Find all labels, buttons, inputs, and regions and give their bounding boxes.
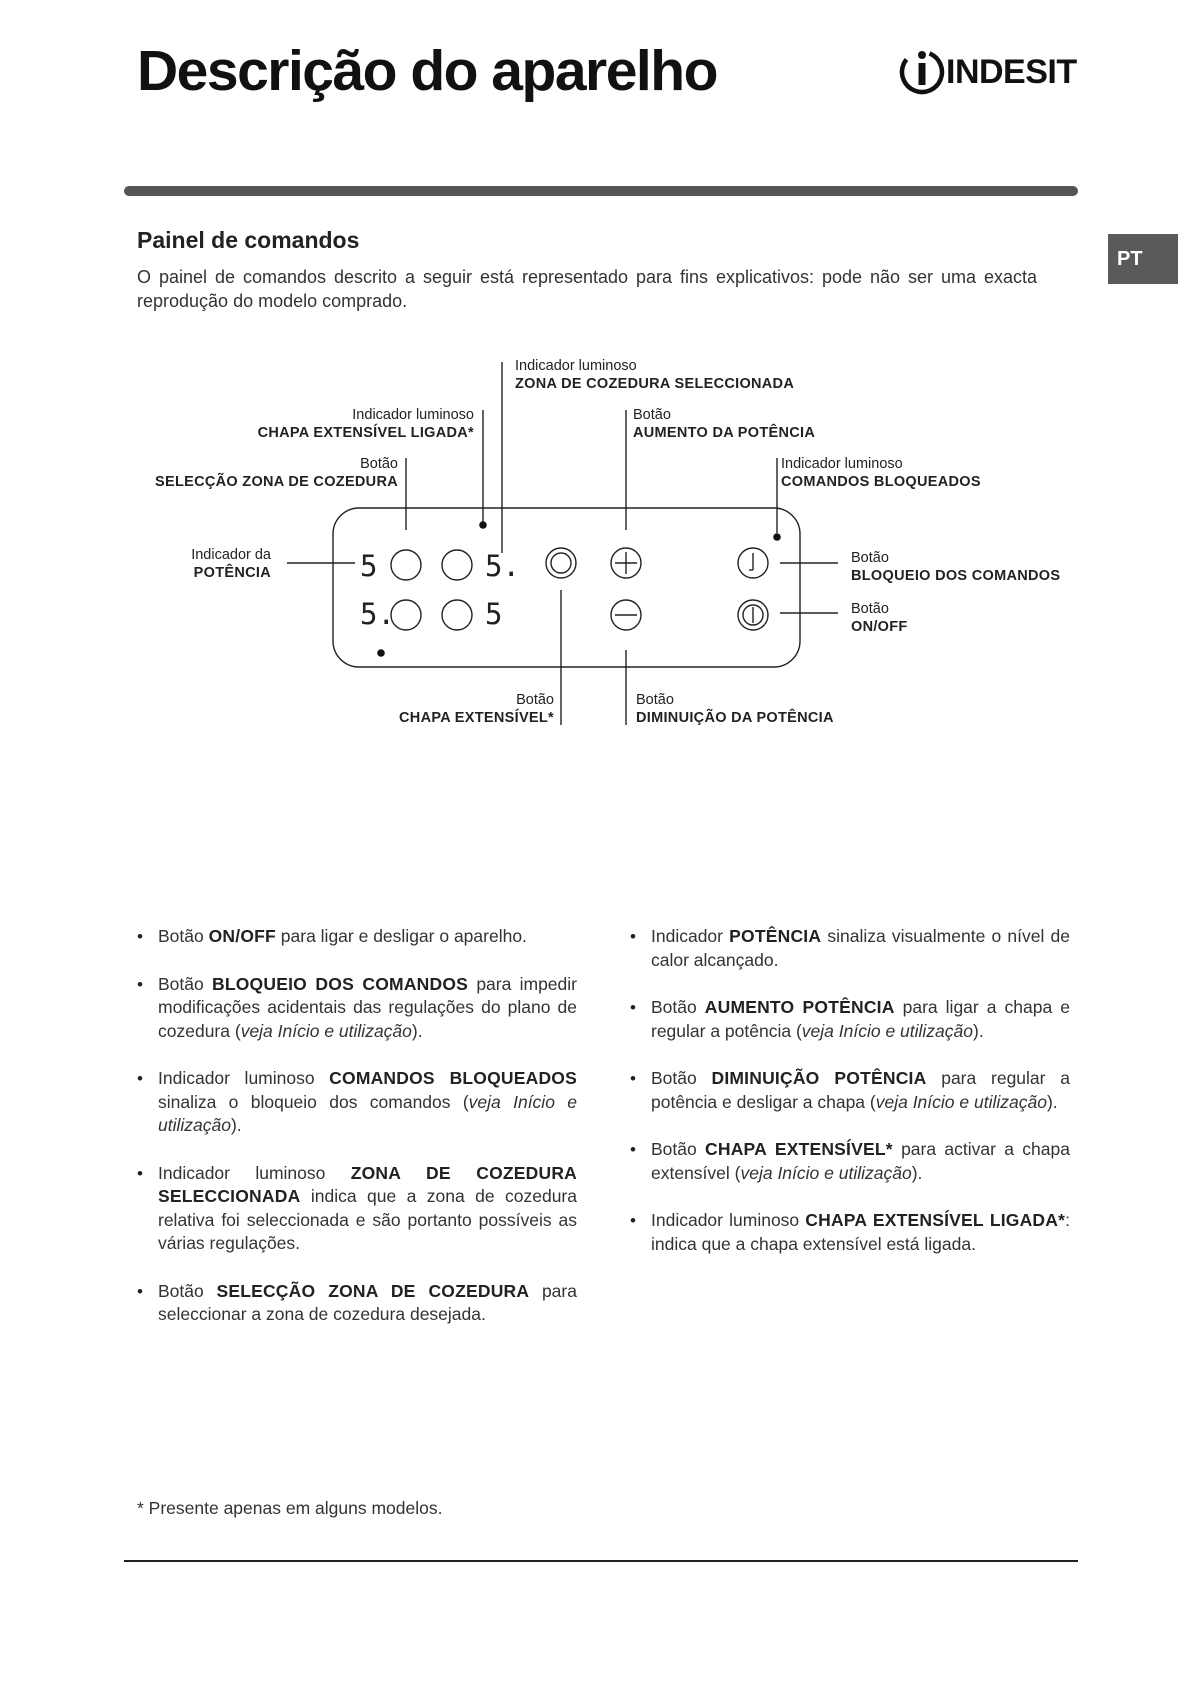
list-item: • Botão ON/OFF para ligar e desligar o aparelho. [137,925,577,949]
bottom-divider [124,1560,1078,1562]
display-top-left: 5 [360,549,378,583]
list-item: • Botão CHAPA EXTENSÍVEL* para activar a chapa extensível (veja Início e utilização). [630,1138,1070,1185]
comandos-bloqueados-led [773,533,781,541]
list-item: • Botão SELECÇÃO ZONA DE COZEDURA para seleccionar a zona de cozedura desejada. [137,1280,577,1327]
brand-name: INDESIT [946,53,1077,91]
list-item: • Indicador luminoso CHAPA EXTENSÍVEL LIGADA*: indica que a chapa extensível está ligada. [630,1209,1070,1256]
indesit-logo-icon [898,44,946,100]
chapa-ligada-led [479,521,487,529]
zone-led [377,649,385,657]
list-item: • Botão AUMENTO POTÊNCIA para ligar a chapa e regular a potência (veja Início e utilização). [630,996,1070,1043]
label-seleccao-zona: Botão SELECÇÃO ZONA DE COZEDURA [155,456,398,490]
list-item: • Indicador luminoso COMANDOS BLOQUEADOS sinaliza o bloqueio dos comandos (veja Início e utilização). [137,1067,577,1138]
footnote: * Presente apenas em alguns modelos. [137,1498,443,1518]
list-item: • Indicador POTÊNCIA sinaliza visualmente o nível de calor alcançado. [630,925,1070,972]
language-tab: PT [1108,234,1178,284]
list-item: • Indicador luminoso ZONA DE COZEDURA SELECCIONADA indica que a zona de cozedura relativa foi seleccionada e são portanto possíveis as várias regulações. [137,1162,577,1256]
label-chapa-extensivel: Botão CHAPA EXTENSÍVEL* [399,692,554,726]
bullet-list-left [137,925,577,1351]
brand-logo [898,44,1078,100]
label-zona-seleccionada: Indicador luminoso ZONA DE COZEDURA SELECCIONADA [515,358,795,392]
section-title: Painel de comandos [137,227,360,253]
label-bloqueio: Botão BLOQUEIO DOS COMANDOS [851,550,1061,584]
label-potencia: Indicador da POTÊNCIA [191,547,271,581]
top-divider [124,186,1078,196]
page-title: Descrição do aparelho [137,39,717,103]
label-diminuicao: Botão DIMINUIÇÃO DA POTÊNCIA [636,692,834,726]
display-bottom-right: 5 [485,597,503,631]
label-aumento: Botão AUMENTO DA POTÊNCIA [633,407,816,441]
display-top-right: 5. [485,549,520,583]
zone-select-button-3 [391,600,421,630]
list-item: • Botão BLOQUEIO DOS COMANDOS para impedir modificações acidentais das regulações do plano de cozedura (veja Início e utilização). [137,973,577,1044]
extensible-plate-inner [551,553,571,573]
intro-paragraph: O painel de comandos descrito a seguir está representado para fins explicativos: pode não ser uma exacta reprodução do modelo comprado. [137,267,1037,311]
label-comandos-bloqueados: Indicador luminoso COMANDOS BLOQUEADOS [781,456,981,490]
display-bottom-left: 5. [360,597,395,631]
zone-select-button-4 [442,600,472,630]
zone-select-button-2 [442,550,472,580]
label-onoff: Botão ON/OFF [851,601,908,635]
label-chapa-ligada: Indicador luminoso CHAPA EXTENSÍVEL LIGADA* [257,407,474,441]
zone-select-button-1 [391,550,421,580]
list-item: • Botão DIMINUIÇÃO POTÊNCIA para regular a potência e desligar a chapa (veja Início e utilização). [630,1067,1070,1114]
bullet-list-right [630,925,1070,1280]
panel-outline [333,508,800,667]
control-panel-diagram [0,340,1191,760]
